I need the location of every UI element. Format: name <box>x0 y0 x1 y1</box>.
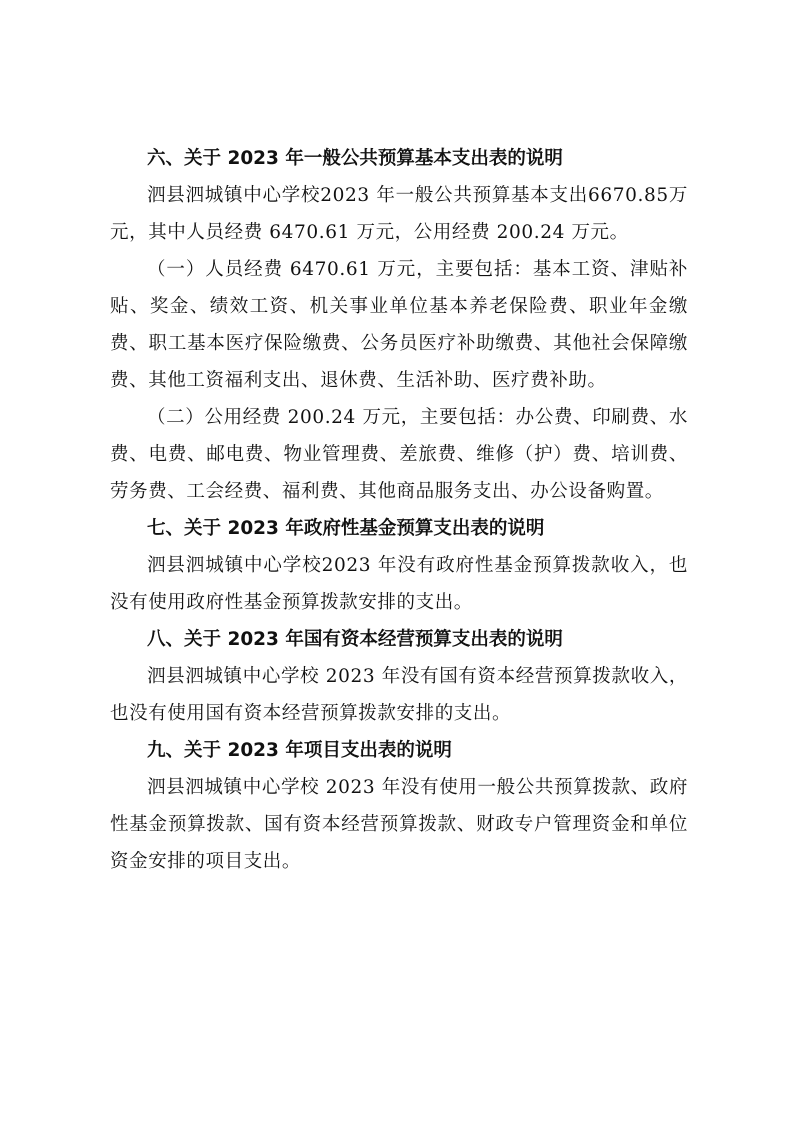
section-6 <box>110 140 688 510</box>
section-heading: 九、关于 2023 年项目支出表的说明 <box>147 740 452 761</box>
section-9 <box>110 732 688 880</box>
document-page <box>110 140 688 880</box>
section-heading: 七、关于 2023 年政府性基金预算支出表的说明 <box>147 518 545 539</box>
paragraph: 泗县泗城镇中心学校2023 年一般公共预算基本支出6670.85万元，其中人员经费 6470.61 万元，公用经费 200.24 万元。 <box>110 185 688 243</box>
paragraph: （二）公用经费 200.24 万元，主要包括：办公费、印刷费、水费、电费、邮电费、物业管理费、差旅费、维修（护）费、培训费、劳务费、工会经费、福利费、其他商品服务支出、办公设备购置。 <box>110 407 688 502</box>
section-heading: 六、关于 2023 年一般公共预算基本支出表的说明 <box>147 148 563 169</box>
section-8 <box>110 621 688 732</box>
paragraph: 泗县泗城镇中心学校2023 年没有政府性基金预算拨款收入，也没有使用政府性基金预算拨款安排的支出。 <box>110 555 688 613</box>
paragraph: 泗县泗城镇中心学校 2023 年没有使用一般公共预算拨款、政府性基金预算拨款、国有资本经营预算拨款、财政专户管理资金和单位资金安排的项目支出。 <box>110 777 688 872</box>
paragraph: 泗县泗城镇中心学校 2023 年没有国有资本经营预算拨款收入，也没有使用国有资本经营预算拨款安排的支出。 <box>110 666 688 724</box>
section-7 <box>110 510 688 621</box>
section-heading: 八、关于 2023 年国有资本经营预算支出表的说明 <box>147 629 563 650</box>
paragraph: （一）人员经费 6470.61 万元，主要包括：基本工资、津贴补贴、奖金、绩效工资、机关事业单位基本养老保险费、职业年金缴费、职工基本医疗保险缴费、公务员医疗补助缴费、其他社会保障缴费、其他工资福利支出、退休费、生活补助、医疗费补助。 <box>110 259 688 391</box>
